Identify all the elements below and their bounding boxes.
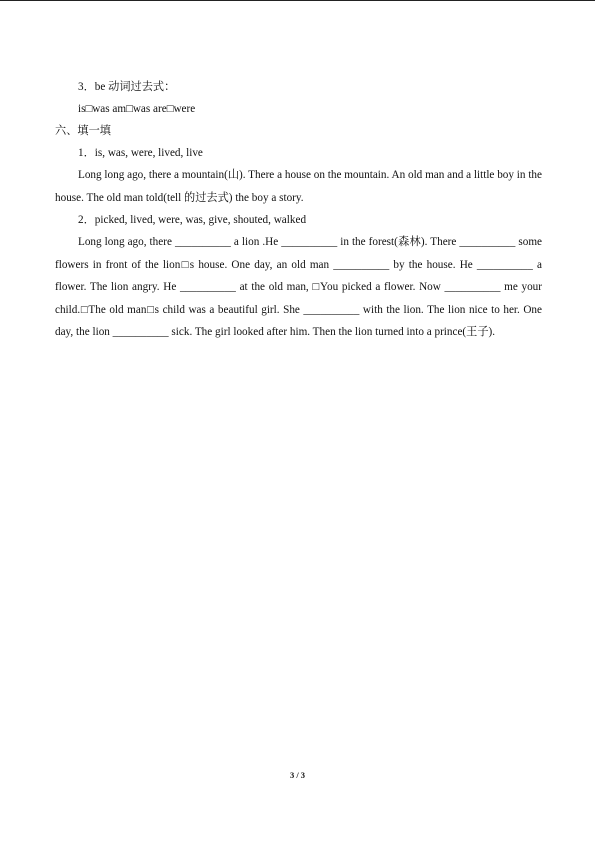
item1-passage: Long long ago, there a mountain(山). There a house on the mountain. An old man and a little boy in the house. The old man told(tell 的过去式) the boy a story. xyxy=(55,169,542,204)
section3-content: is□was am□was are□were xyxy=(78,103,196,115)
top-rule xyxy=(0,0,595,1)
page-content xyxy=(55,76,542,344)
section6-heading: 六、填一填 xyxy=(55,125,111,137)
item2-passage: Long long ago, there __________ a lion .He __________ in the forest(森林). There __________ some flowers in front of the lion□s house. One day, an old man __________ by the house. He __________ a flower. The lion angry. He __________ at the old man, □You picked a flower. Now __________ me your child.□The old man□s child was a beautiful girl. She __________ with the lion. The lion nice to her. One day, the lion __________ sick. The girl looked after him. Then the lion turned into a prince(王子). xyxy=(55,236,542,338)
item1-word-bank: 1．is, was, were, lived, live xyxy=(78,147,203,159)
item2-word-bank: 2．picked, lived, were, was, give, shouted, walked xyxy=(78,214,307,226)
page-number: 3 / 3 xyxy=(289,770,306,780)
section3-heading: 3．be 动词过去式： xyxy=(78,81,176,93)
